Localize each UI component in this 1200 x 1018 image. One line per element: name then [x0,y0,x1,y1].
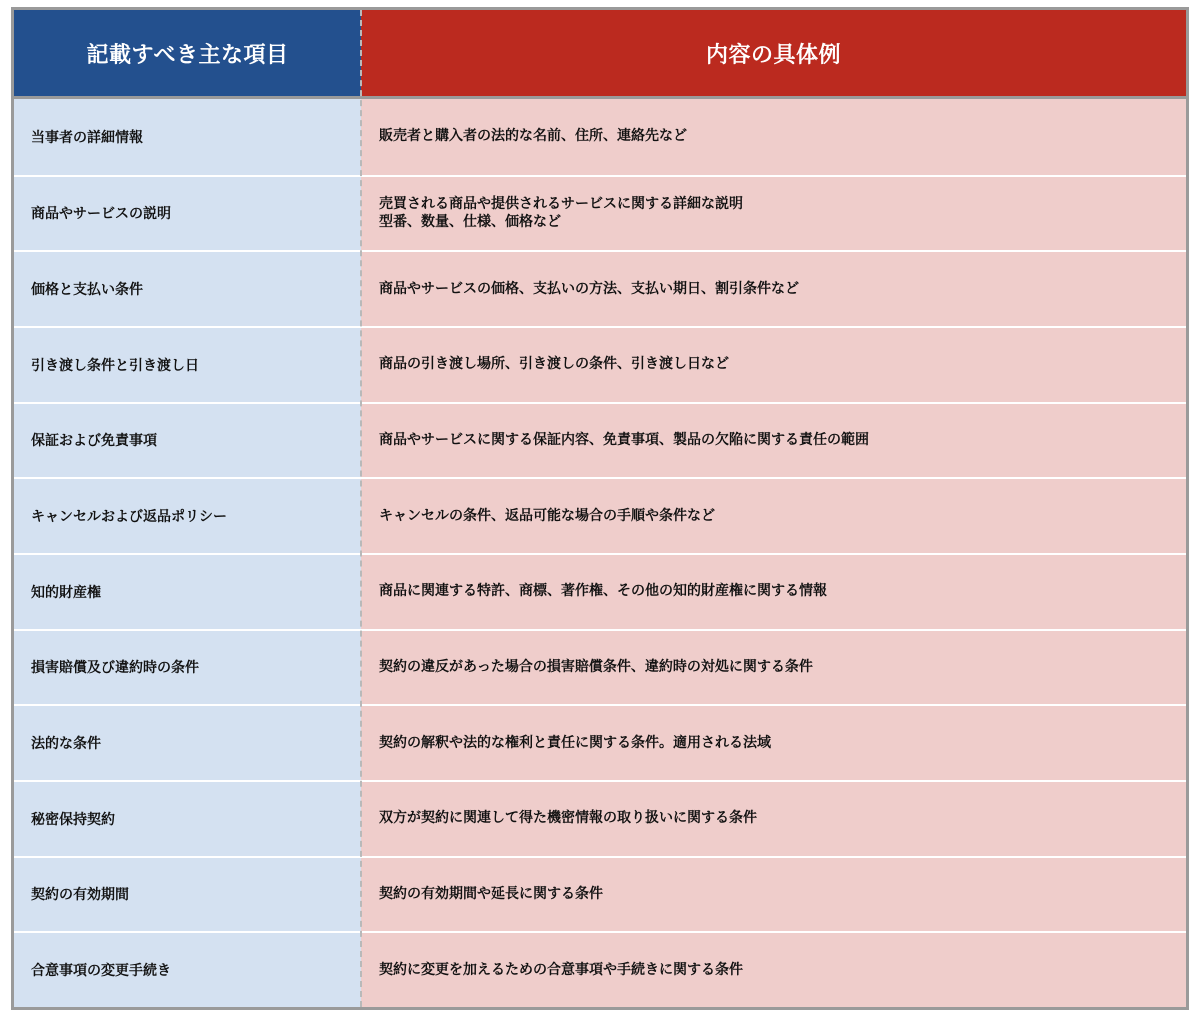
example-cell [361,250,1186,326]
example-cell [361,931,1186,1007]
table-grid [14,10,1186,1007]
item-cell: 当事者の詳細情報 [14,99,361,175]
example-line: 契約の解釈や法的な権利と責任に関する条件。適用される法域 [379,734,771,751]
example-cell [361,402,1186,478]
example-line: 商品やサービスに関する保証内容、免責事項、製品の欠陥に関する責任の範囲 [379,432,869,449]
example-line: 商品に関連する特許、商標、著作権、その他の知的財産権に関する情報 [379,583,827,600]
header-examples: 内容の具体例 [361,10,1186,99]
item-cell: キャンセルおよび返品ポリシー [14,477,361,553]
example-line: 商品の引き渡し場所、引き渡しの条件、引き渡し日など [379,356,729,373]
example-cell [361,326,1186,402]
example-cell [361,99,1186,175]
item-cell: 商品やサービスの説明 [14,175,361,251]
header-items: 記載すべき主な項目 [14,10,361,99]
example-line: 契約の有効期間や延長に関する条件 [379,886,603,903]
item-cell: 秘密保持契約 [14,780,361,856]
example-cell [361,477,1186,553]
example-cell [361,175,1186,251]
example-line: 双方が契約に関連して得た機密情報の取り扱いに関する条件 [379,810,757,827]
example-cell [361,704,1186,780]
example-cell [361,780,1186,856]
item-cell: 知的財産権 [14,553,361,629]
example-cell [361,856,1186,932]
item-cell: 損害賠償及び違約時の条件 [14,629,361,705]
item-cell: 契約の有効期間 [14,856,361,932]
example-line: 商品やサービスの価格、支払いの方法、支払い期日、割引条件など [379,280,799,297]
item-cell: 合意事項の変更手続き [14,931,361,1007]
example-line: 契約の違反があった場合の損害賠償条件、違約時の対処に関する条件 [379,659,813,676]
example-cell [361,553,1186,629]
example-line: 型番、数量、仕様、価格など [379,214,561,231]
contract-items-table [11,7,1189,1010]
item-cell: 引き渡し条件と引き渡し日 [14,326,361,402]
item-cell: 価格と支払い条件 [14,250,361,326]
example-line: 販売者と購入者の法的な名前、住所、連絡先など [379,128,687,145]
example-line: 売買される商品や提供されるサービスに関する詳細な説明 [379,195,743,212]
example-cell [361,629,1186,705]
item-cell: 保証および免責事項 [14,402,361,478]
example-line: キャンセルの条件、返品可能な場合の手順や条件など [379,507,715,524]
item-cell: 法的な条件 [14,704,361,780]
example-line: 契約に変更を加えるための合意事項や手続きに関する条件 [379,961,743,978]
